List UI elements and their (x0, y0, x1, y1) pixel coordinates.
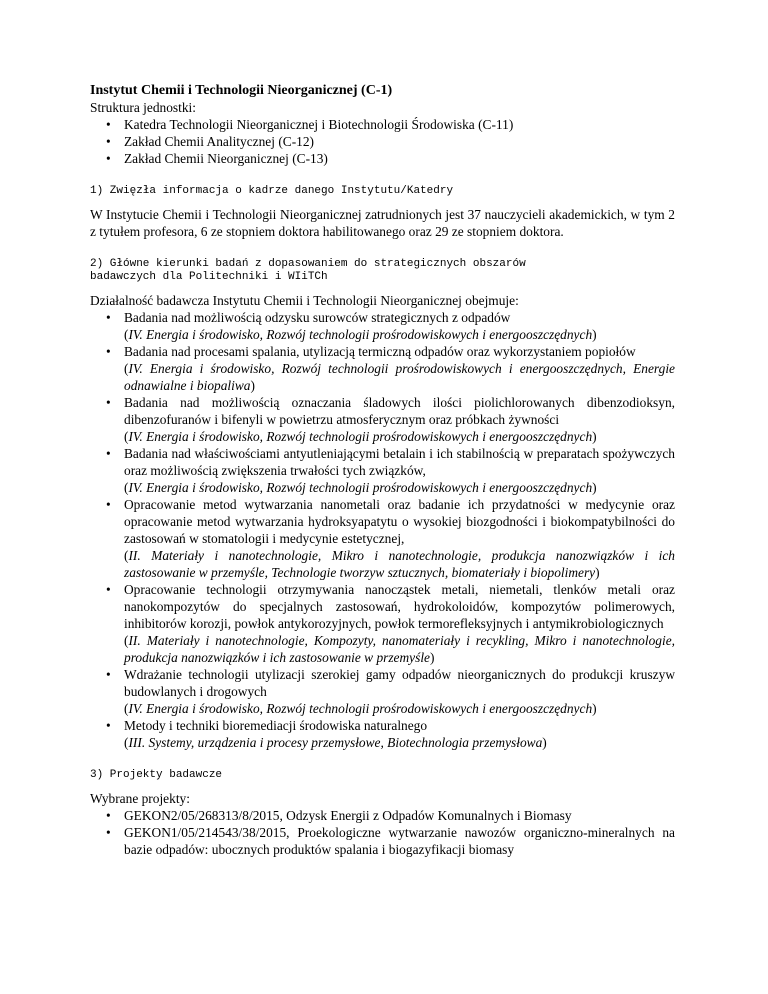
research-item-categories: (III. Systemy, urządzenia i procesy przemysłowe, Biotechnologia przemysłowa) (124, 735, 547, 750)
units-list (90, 116, 675, 167)
research-item (124, 445, 675, 496)
research-item (124, 581, 675, 666)
section-2-intro: Działalność badawcza Instytutu Chemii i Technologii Nieorganicznej obejmuje: (90, 293, 519, 308)
research-item-categories: (IV. Energia i środowisko, Rozwój technologii prośrodowiskowych i energooszczędnych) (124, 429, 597, 444)
section-1-heading: 1) Zwięzła informacja o kadrze danego Instytutu/Katedry (90, 185, 454, 197)
research-item-categories: (II. Materiały i nanotechnologie, Mikro i nanotechnologie, produkcja nanozwiązków i ich zastosowanie w przemyśle, Technologie tworzyw sztucznych, biomateriały i biopolimery) (124, 548, 675, 580)
research-item-text: Opracowanie technologii otrzymywania nanocząstek metali, niemetali, tlenków metali oraz nanokompozytów do specjalnych zastosowań, hydrokoloidów, kompozytów polimerowych, inhibitorów korozji, powłok antykorozyjnych, powłok termorefleksyjnych i antymikrobiologicznych (124, 582, 675, 631)
research-item-text: Opracowanie metod wytwarzania nanometali oraz badanie ich przydatności w medycynie oraz opracowanie metod wytwarzania hydroksyapatytu o wysokiej biozgodności i biokompatybilności do zastosowań w stomatologii i medycynie estetycznej, (124, 497, 675, 546)
unit-item: • Katedra Technologii Nieorganicznej i Biotechnologii Środowiska (C-11) (124, 116, 675, 133)
research-item-text: Badania nad właściwościami antyutleniającymi betalain i ich stabilnością w preparatach spożywczych oraz możliwością zwiększenia trwałości tych związków, (124, 446, 675, 478)
research-item (124, 394, 675, 445)
research-item (124, 496, 675, 581)
structure-intro: Struktura jednostki: (90, 100, 197, 115)
research-item (124, 717, 675, 751)
research-item-categories: (IV. Energia i środowisko, Rozwój technologii prośrodowiskowych i energooszczędnych) (124, 480, 597, 495)
research-item (124, 343, 675, 394)
document-page (90, 82, 675, 858)
unit-item: • Zakład Chemii Nieorganicznej (C-13) (124, 150, 675, 167)
project-item: • GEKON2/05/268313/8/2015, Odzysk Energii z Odpadów Komunalnych i Biomasy (124, 807, 675, 824)
research-list (90, 309, 675, 751)
research-item-categories: (IV. Energia i środowisko, Rozwój technologii prośrodowiskowych i energooszczędnych) (124, 327, 597, 342)
research-item-text: Wdrażanie technologii utylizacji szerokiej gamy odpadów nieorganicznych do produkcji kruszyw budowlanych i drogowych (124, 667, 675, 699)
research-item-text: Badania nad możliwością odzysku surowców strategicznych z odpadów (124, 310, 511, 325)
research-item-text: Badania nad możliwością oznaczania śladowych ilości piolichlorowanych dibenzodioksyn, dibenzofuranów i bifenyli w powietrzu atmosferycznym oraz próbkach żywności (124, 395, 675, 427)
research-item-categories: (IV. Energia i środowisko, Rozwój technologii prośrodowiskowych i energooszczędnych, Energie odnawialne i biopaliwa) (124, 361, 675, 393)
project-item: • GEKON1/05/214543/38/2015, Proekologiczne wytwarzanie nawozów organiczno-mineralnych na bazie odpadów: ubocznych produktów spalania i biogazyfikacji biomasy (124, 824, 675, 858)
unit-item: • Zakład Chemii Analitycznej (C-12) (124, 133, 675, 150)
section-3-intro: Wybrane projekty: (90, 791, 190, 806)
section-3-heading: 3) Projekty badawcze (90, 769, 223, 781)
research-item-text: Badania nad procesami spalania, utylizacją termiczną odpadów oraz wykorzystaniem popiołów (124, 344, 636, 359)
research-item (124, 666, 675, 717)
research-item-categories: (IV. Energia i środowisko, Rozwój technologii prośrodowiskowych i energooszczędnych) (124, 701, 597, 716)
section-2-heading: 2) Główne kierunki badań z dopasowaniem do strategicznych obszarów badawczych dla Politechniki i WIiTCh (90, 258, 526, 283)
page-title: Instytut Chemii i Technologii Nieorganicznej (C-1) (90, 83, 393, 98)
research-item-categories: (II. Materiały i nanotechnologie, Kompozyty, nanomateriały i recykling, Mikro i nanotechnologie, produkcja nanozwiązków i ich zastosowanie w przemyśle) (124, 633, 675, 665)
research-item (124, 309, 675, 343)
projects-list (90, 807, 675, 858)
section-1-text: W Instytucie Chemii i Technologii Nieorganicznej zatrudnionych jest 37 nauczycieli akademickich, w tym 2 z tytułem profesora, 6 ze stopniem doktora habilitowanego oraz 29 ze stopniem doktora. (90, 207, 675, 239)
research-item-text: Metody i techniki bioremediacji środowiska naturalnego (124, 718, 428, 733)
